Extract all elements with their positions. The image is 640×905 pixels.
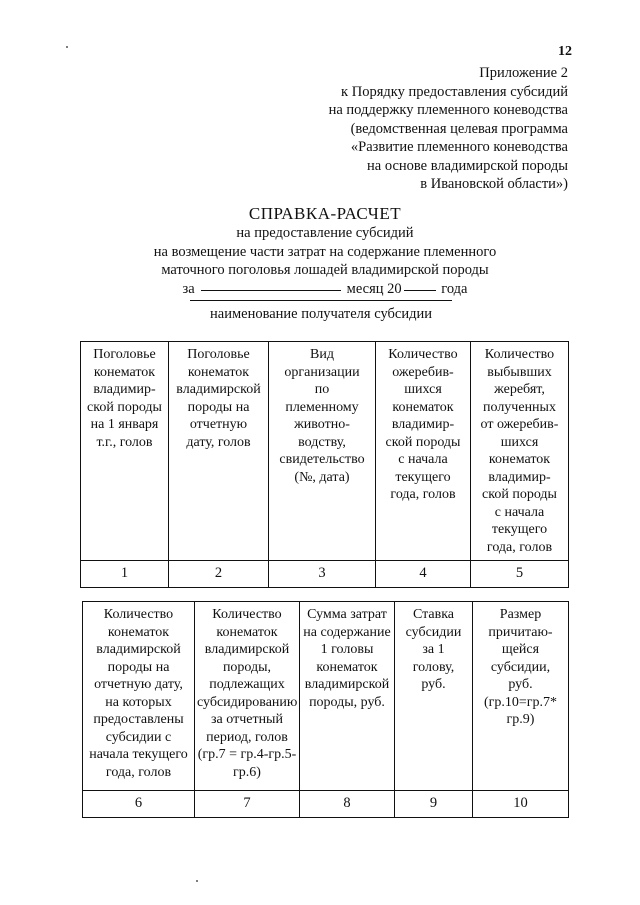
column-header-6 [83,602,195,791]
header-text-line: владимирской [176,382,261,397]
header-text-line: ской породы [385,434,461,450]
column-number: 8 [300,791,395,818]
column-number: 9 [395,791,473,818]
scan-speck [196,880,198,882]
column-number: 5 [471,561,569,588]
header-text-line: дату, голов [186,434,251,450]
header-text-line: племенному [285,399,359,415]
header-text-line: года, голов [105,764,172,780]
header-text-line: породы, [222,659,272,675]
header-text-line: руб. [421,677,446,692]
header-text-line: Вид [310,347,334,362]
column-number-row [83,791,569,818]
header-text-line: конематок [316,659,378,675]
header-text-line: субсидии с [105,729,172,745]
header-text-line: субсидии, [490,659,551,675]
header-text-line: текущего [491,522,548,537]
period-month-label: месяц 20 [346,280,402,297]
appendix-line: Приложение 2 [479,65,568,81]
header-text-line: от ожеребив- [480,417,559,432]
recipient-caption: наименование получателя субсидии [210,306,432,322]
header-text-line: подлежащих [209,677,285,692]
header-text-line: (гр.10=гр.7* [483,694,558,710]
header-text-line: шихся [404,382,442,397]
column-header-2 [169,342,269,561]
column-number: 10 [473,791,569,818]
header-text-line: текущего [395,469,451,485]
month-blank-field[interactable] [201,289,341,291]
header-text-line: жеребят, [494,382,545,397]
header-text-line: гр.9) [506,712,535,727]
page-number: 12 [558,44,572,59]
column-header-7 [195,602,300,791]
header-text-line: шихся [500,434,539,450]
calculation-table-1 [80,341,569,588]
table-header-row [81,342,569,561]
header-text-line: породы, руб. [309,694,385,710]
appendix-line: на поддержку племенного коневодства [328,102,568,118]
calculation-table-2 [82,601,569,818]
period-year-label: года [441,280,468,297]
header-text-line: конематок [93,364,156,380]
header-text-line: причитаю- [488,624,553,640]
header-text-line: года, голов [486,539,553,555]
header-text-line: ской породы [87,399,162,415]
header-text-line: свидетельство [279,452,365,467]
header-text-line: за отчетный [211,712,283,727]
period-line [90,280,560,299]
column-header-10 [473,602,569,791]
header-text-line: ожеребив- [392,364,454,380]
subtitle-line: маточного поголовья лошадей владимирской породы [161,262,489,278]
header-text-line: на которых [105,694,172,710]
header-text-line: 1 головы [320,642,374,657]
column-header-5 [471,342,569,561]
header-text-line: на содержание [303,624,391,640]
header-text-line: Поголовье [93,347,156,362]
year-blank-field[interactable] [404,289,436,291]
header-text-line: период, голов [206,729,288,745]
header-text-line: конематок [107,624,170,640]
header-text-line: субсидии [405,624,462,640]
header-text-line: владимирской [96,642,181,657]
header-text-line: владимирской [304,677,390,692]
header-text-line: отчетную [189,417,248,432]
document-title: СПРАВКА-РАСЧЕТ [248,204,402,223]
header-text-line: конематок [392,399,454,415]
header-text-line: полученных [483,399,556,415]
appendix-line: «Развитие племенного коневодства [350,139,568,155]
header-text-line: (№, дата) [294,469,350,485]
column-number: 2 [169,561,269,588]
header-text-line: на 1 января [90,417,159,432]
header-text-line: владимир- [488,469,551,485]
header-text-line: гр.6) [233,764,261,780]
column-number-row [81,561,569,588]
header-text-line: предоставлены [93,712,184,727]
appendix-note [329,64,568,194]
subtitle-line: на предоставление субсидий [236,225,414,241]
header-text-line: Количество [388,347,458,362]
header-text-line: выбывших [487,364,552,380]
header-text-line: конематок [488,452,551,467]
header-text-line: с начала [494,504,545,520]
header-text-line: начала текущего [89,747,188,762]
header-text-line: владимир- [391,417,455,432]
appendix-line: в Ивановской области») [420,176,568,192]
appendix-line: к Порядку предоставления субсидий [341,83,568,100]
column-number: 7 [195,791,300,818]
header-text-line: Сумма затрат [307,607,387,622]
header-text-line: конематок [216,624,278,640]
column-number: 3 [269,561,376,588]
recipient-blank-field[interactable] [190,300,452,301]
header-text-line: водству, [298,434,346,450]
appendix-line: на основе владимирской породы [367,157,568,174]
header-text-line: с начала [398,452,448,467]
column-number: 1 [81,561,169,588]
header-text-line: породы на [107,659,170,675]
column-header-8 [300,602,395,791]
header-text-line: породы на [187,399,250,415]
header-text-line: (гр.7 = гр.4-гр.5- [197,747,297,762]
header-text-line: года, голов [390,487,456,502]
header-text-line: по [314,382,330,397]
header-text-line: Поголовье [187,347,250,362]
header-text-line: конематок [187,364,250,380]
header-text-line: руб. [508,677,533,692]
header-text-line: владимир- [93,382,156,397]
column-header-3 [269,342,376,561]
header-text-line: ской породы [482,487,557,502]
header-text-line: отчетную дату, [94,677,183,692]
column-header-9 [395,602,473,791]
header-text-line: голову, [412,659,455,675]
header-text-line: щейся [501,642,540,657]
document-heading [90,204,560,298]
column-number: 6 [83,791,195,818]
header-text-line: Количество [103,607,174,622]
scan-speck [66,46,68,48]
appendix-line: (ведомственная целевая программа [350,120,568,137]
period-prefix: за [182,280,195,297]
header-text-line: Размер [499,607,542,622]
header-text-line: субсидированию [197,694,298,710]
header-text-line: животно- [294,417,350,432]
header-text-line: т.г., голов [96,434,153,450]
header-text-line: Ставка [412,607,455,622]
column-header-1 [81,342,169,561]
table-header-row [83,602,569,791]
header-text-line: Количество [212,607,282,622]
subtitle-line: на возмещение части затрат на содержание племенного [153,243,497,260]
header-text-line: за 1 [422,642,445,657]
column-number: 4 [376,561,471,588]
header-text-line: организации [284,364,360,380]
header-text-line: владимирской [204,642,290,657]
column-header-4 [376,342,471,561]
header-text-line: Количество [484,347,555,362]
